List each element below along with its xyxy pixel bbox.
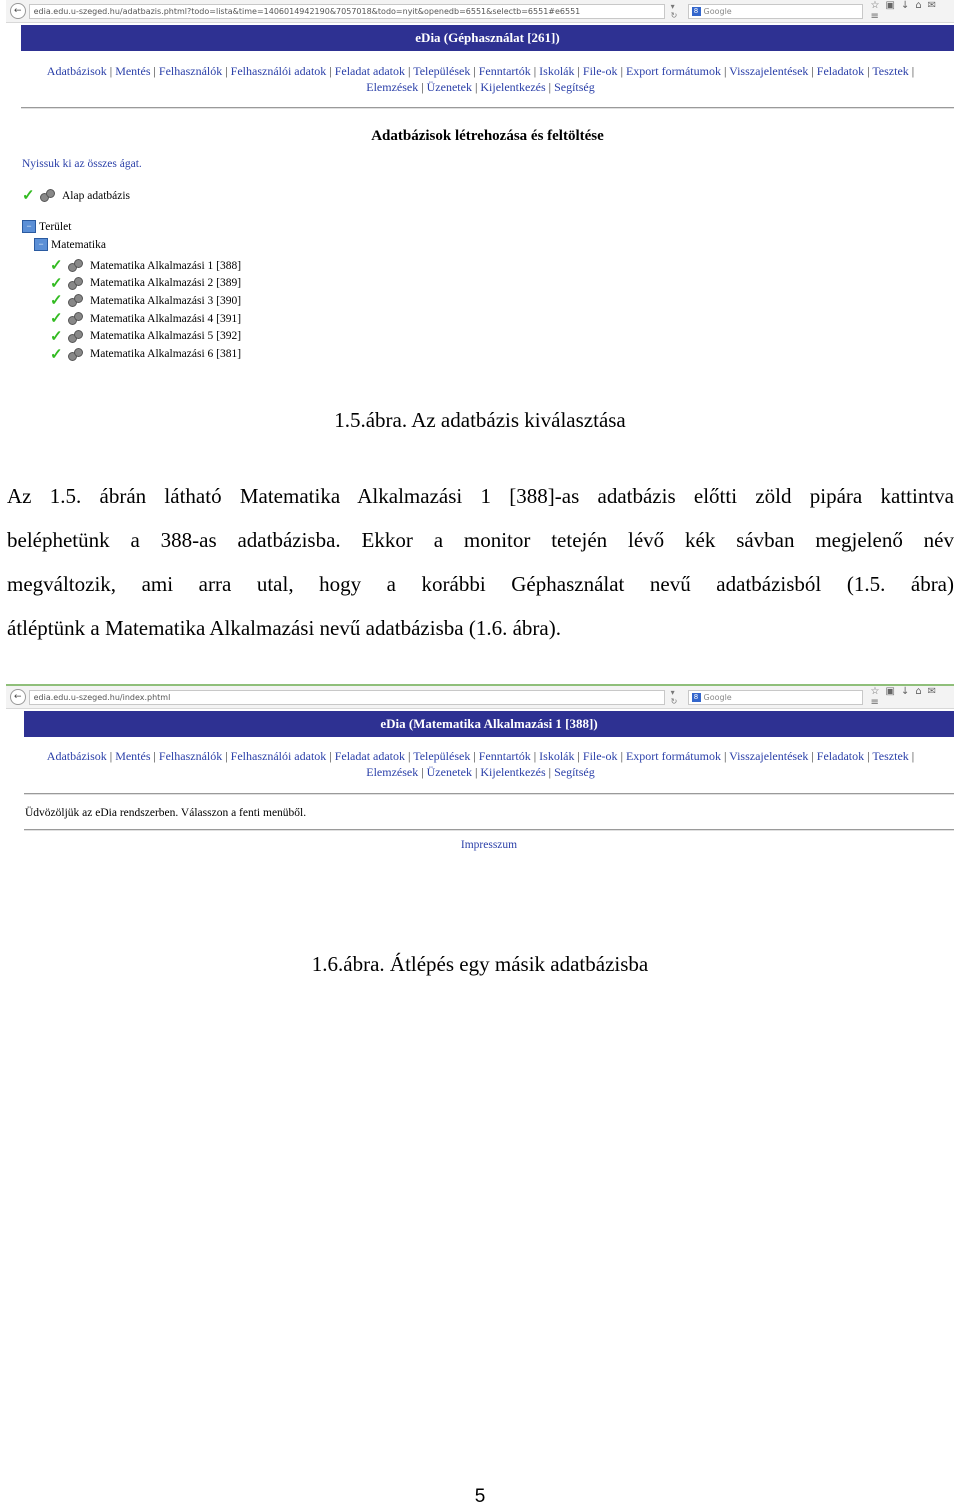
google-icon: 8: [692, 693, 701, 702]
menu-separator: |: [471, 765, 481, 779]
browser-toolbar: [6, 686, 954, 709]
menu-item[interactable]: Felhasználók: [158, 749, 223, 763]
menu-separator: |: [864, 749, 873, 763]
check-icon[interactable]: ✓: [50, 346, 63, 363]
check-icon[interactable]: ✓: [50, 258, 63, 274]
expand-all-link[interactable]: Nyissuk ki az összes ágat.: [22, 158, 142, 170]
paragraph-line: beléphetünk a 388-as adatbázisba. Ekkor a monitor tetején lévő kék sávban megjelenő név: [7, 528, 954, 552]
menu-separator: |: [720, 64, 730, 78]
db-name[interactable]: Matematika Alkalmazási 4 [391]: [90, 312, 242, 325]
menu-item[interactable]: Iskolák: [539, 64, 575, 78]
db-name[interactable]: Matematika Alkalmazási 6 [381]: [90, 348, 242, 360]
menu-item[interactable]: Adatbázisok: [46, 64, 107, 78]
menu-item[interactable]: Felhasználói adatok: [230, 64, 327, 78]
menu-row-2: [21, 764, 940, 780]
paragraph-line: Az 1.5. ábrán látható Matematika Alkalmazási 1 [388]-as adatbázis előtti zöld pipára kattintva: [7, 484, 954, 508]
users-icon[interactable]: [68, 348, 82, 361]
page-title: Adatbázisok létrehozása és feltöltése: [371, 128, 604, 144]
menu-separator: |: [574, 749, 583, 763]
db-list-item: [50, 345, 241, 364]
address-bar[interactable]: edia.edu.u-szeged.hu/adatbazis.phtml?todo=lista&time=1406014942190&7057018&todo=nyit&openedb=6551&selectb=6551#e6551: [29, 4, 665, 19]
toolbar-icons[interactable]: ☆▣↓⌂✉≡: [870, 686, 943, 708]
menu-separator: |: [720, 749, 730, 763]
menu-separator: |: [864, 64, 873, 78]
menu-item[interactable]: Fenntartók: [478, 749, 531, 763]
search-box[interactable]: 8 Google: [688, 690, 863, 705]
menu-row-2: [21, 79, 940, 95]
menu-separator: |: [470, 64, 479, 78]
toolbar-icons[interactable]: ☆▣↓⌂✉≡: [870, 0, 943, 22]
menu-separator: |: [470, 749, 479, 763]
menu-separator: |: [418, 80, 427, 94]
menu-separator: |: [908, 749, 915, 763]
screenshot-figure-1: [6, 0, 954, 370]
db-list-item: [50, 256, 241, 275]
base-db-row: [22, 186, 130, 205]
db-list-item: [50, 327, 241, 346]
menu-item[interactable]: Mentés: [115, 749, 151, 763]
app-title-banner: eDia (Matematika Alkalmazási 1 [388]): [24, 711, 954, 737]
base-db-label: Alap adatbázis: [62, 189, 131, 202]
menu-item[interactable]: Feladat adatok: [334, 64, 406, 78]
menu-item[interactable]: Segítség: [554, 80, 595, 94]
welcome-text: Üdvözöljük az eDia rendszerben. Válasszon a fenti menüből.: [25, 807, 307, 819]
menu-separator: |: [405, 749, 414, 763]
check-icon[interactable]: ✓: [50, 311, 63, 328]
back-arrow-icon[interactable]: ←: [10, 3, 26, 19]
menu-separator: |: [326, 749, 335, 763]
menu-item[interactable]: Adatbázisok: [46, 749, 107, 763]
menu-separator: |: [617, 64, 626, 78]
menu-item[interactable]: Visszajelentések: [729, 749, 809, 763]
impresszum-link[interactable]: Impresszum: [460, 839, 518, 851]
users-icon[interactable]: [68, 294, 82, 307]
users-icon[interactable]: [68, 330, 82, 343]
tree-node-matematika[interactable]: − Matematika: [34, 238, 106, 251]
menu-separator: |: [106, 64, 116, 78]
menu-item[interactable]: Tesztek: [872, 64, 909, 78]
menu-item[interactable]: Segítség: [554, 765, 595, 779]
db-list-item: [50, 274, 241, 293]
address-bar[interactable]: edia.edu.u-szeged.hu/index.phtml: [29, 690, 665, 705]
menu-item[interactable]: Elemzések: [366, 80, 419, 94]
search-box[interactable]: 8 Google: [688, 4, 863, 19]
check-icon[interactable]: ✓: [50, 328, 63, 345]
db-list-item: [50, 291, 241, 310]
menu-separator: |: [617, 749, 626, 763]
menu-item[interactable]: Feladat adatok: [334, 749, 406, 763]
menu-item[interactable]: Elemzések: [366, 765, 419, 779]
db-name[interactable]: Matematika Alkalmazási 5 [392]: [90, 330, 242, 343]
divider: [24, 829, 954, 831]
body-paragraph: [7, 474, 954, 650]
users-icon[interactable]: [68, 259, 82, 272]
menu-item[interactable]: Kijelentkezés: [480, 80, 546, 94]
reload-icon[interactable]: ▾ ↻: [670, 2, 678, 20]
db-list-item: [50, 309, 241, 328]
menu-item[interactable]: Mentés: [115, 64, 151, 78]
db-name[interactable]: Matematika Alkalmazási 3 [390]: [90, 294, 242, 307]
check-icon[interactable]: ✓: [50, 293, 63, 310]
users-icon[interactable]: [68, 277, 82, 290]
menu-separator: |: [405, 64, 414, 78]
menu-separator: |: [908, 64, 915, 78]
db-name[interactable]: Matematika Alkalmazási 1 [388]: [90, 259, 242, 272]
menu-item[interactable]: Kijelentkezés: [480, 765, 546, 779]
db-name[interactable]: Matematika Alkalmazási 2 [389]: [90, 277, 242, 290]
figure-caption-2: 1.6.ábra. Átlépés egy másik adatbázisba: [311, 952, 649, 976]
menu-item[interactable]: File-ok: [582, 64, 618, 78]
divider: [24, 793, 954, 795]
main-menu: [21, 63, 940, 95]
menu-separator: |: [545, 80, 555, 94]
menu-separator: |: [574, 64, 583, 78]
app-title-banner: eDia (Géphasználat [261]): [21, 25, 954, 51]
menu-separator: |: [150, 749, 159, 763]
menu-item[interactable]: Visszajelentések: [729, 64, 809, 78]
browser-toolbar: [6, 0, 954, 23]
menu-row-1: [21, 63, 940, 79]
menu-item[interactable]: Települések: [413, 64, 471, 78]
menu-separator: |: [150, 64, 159, 78]
menu-separator: |: [222, 64, 231, 78]
tree-node-terulet[interactable]: − Terület: [22, 220, 71, 233]
main-menu: [21, 748, 940, 780]
menu-item[interactable]: Felhasználók: [158, 64, 223, 78]
collapse-icon[interactable]: −: [22, 220, 36, 233]
menu-separator: |: [222, 749, 231, 763]
menu-separator: |: [326, 64, 335, 78]
menu-separator: |: [530, 64, 540, 78]
figure-caption-1: 1.5.ábra. Az adatbázis kiválasztása: [334, 408, 626, 432]
menu-item[interactable]: Feladatok: [816, 749, 865, 763]
menu-separator: |: [808, 64, 817, 78]
menu-separator: |: [106, 749, 116, 763]
reload-icon[interactable]: ▾ ↻: [670, 688, 678, 706]
back-arrow-icon[interactable]: ←: [10, 689, 26, 705]
menu-row-1: [21, 748, 940, 764]
menu-item[interactable]: Felhasználói adatok: [230, 749, 327, 763]
paragraph-line: átléptünk a Matematika Alkalmazási nevű adatbázisba (1.6. ábra).: [7, 616, 561, 640]
menu-item[interactable]: Települések: [413, 749, 471, 763]
screenshot-figure-2: [6, 684, 954, 866]
menu-item[interactable]: File-ok: [582, 749, 618, 763]
menu-item[interactable]: Üzenetek: [426, 765, 472, 779]
google-icon: 8: [692, 7, 701, 16]
menu-item[interactable]: Üzenetek: [426, 80, 472, 94]
menu-item[interactable]: Export formátumok: [625, 64, 721, 78]
page-number: 5: [474, 1486, 486, 1507]
menu-separator: |: [471, 80, 481, 94]
menu-separator: |: [530, 749, 540, 763]
menu-item[interactable]: Feladatok: [816, 64, 865, 78]
users-icon[interactable]: [40, 189, 54, 202]
menu-separator: |: [418, 765, 427, 779]
divider: [21, 107, 954, 109]
menu-item[interactable]: Fenntartók: [478, 64, 531, 78]
check-icon[interactable]: ✓: [50, 275, 63, 292]
paragraph-line: megváltozik, ami arra utal, hogy a korábbi Géphasználat nevű adatbázisból (1.5. ábra): [7, 572, 954, 596]
check-icon[interactable]: ✓: [22, 188, 35, 204]
menu-separator: |: [808, 749, 817, 763]
menu-item[interactable]: Iskolák: [539, 749, 575, 763]
menu-separator: |: [545, 765, 555, 779]
menu-item[interactable]: Export formátumok: [625, 749, 721, 763]
users-icon[interactable]: [68, 312, 82, 325]
menu-item[interactable]: Tesztek: [872, 749, 909, 763]
collapse-icon[interactable]: −: [34, 238, 48, 251]
